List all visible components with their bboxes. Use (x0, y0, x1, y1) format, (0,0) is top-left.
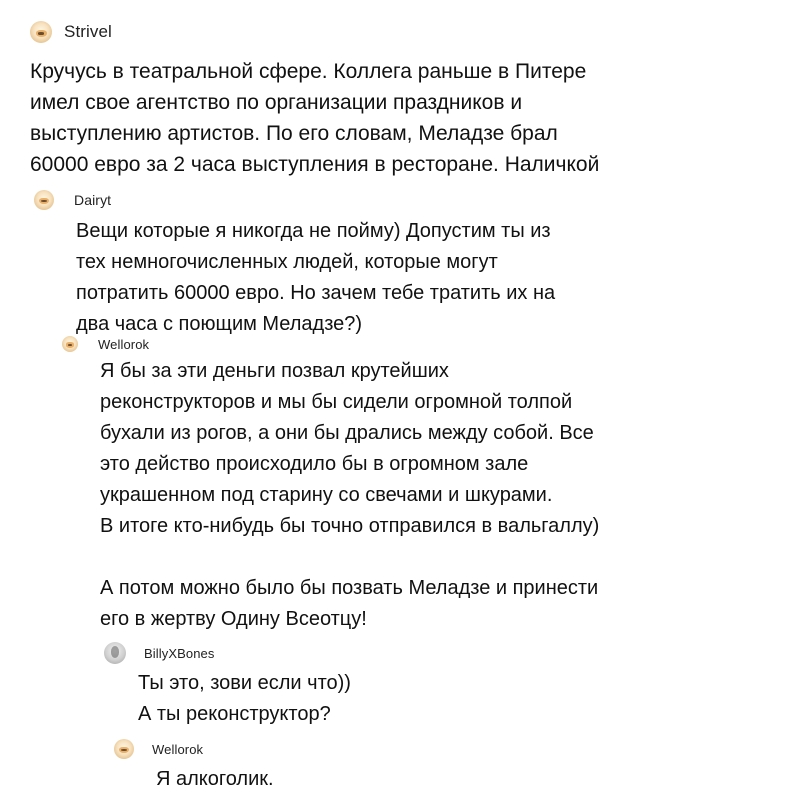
comment-header (104, 642, 351, 664)
username[interactable]: Wellorok (152, 741, 204, 757)
pig-avatar[interactable] (34, 190, 54, 210)
comment-line: А ты реконструктор? (138, 703, 331, 725)
username[interactable]: Wellorok (98, 336, 150, 352)
comment-billyxbones (104, 642, 351, 730)
mono-avatar[interactable] (104, 642, 126, 664)
comment-line: украшенном под старину со свечами и шкурами. (100, 484, 553, 506)
pig-avatar[interactable] (114, 739, 134, 759)
comment-line: Я бы за эти деньги позвал крутейших (100, 360, 449, 382)
comment-line: В итоге кто-нибудь бы точно отправился в вальгаллу) (100, 515, 600, 537)
username[interactable]: Dairyt (74, 192, 112, 208)
comment-line: Я алкоголик. (156, 768, 274, 790)
comment-line: выступлению артистов. По его словам, Меладзе брал (30, 122, 558, 145)
comment-body (100, 356, 599, 635)
comment-strivel (30, 20, 599, 180)
comment-body (76, 216, 555, 340)
comment-body (138, 668, 351, 730)
comment-header (62, 334, 599, 354)
comment-line: это действо происходило бы в огромном зале (100, 453, 529, 475)
comment-body (156, 764, 274, 795)
username[interactable]: BillyXBones (144, 645, 215, 661)
comment-line: Кручусь в театральной сфере. Коллега раньше в Питере (30, 60, 587, 83)
comment-line: потратить 60000 евро. Но зачем тебе тратить их на (76, 282, 556, 304)
comment-wellorok-reply (114, 738, 274, 795)
paragraph-gap (100, 542, 599, 573)
comment-line: тех немногочисленных людей, которые могут (76, 251, 498, 273)
comment-body (30, 56, 599, 180)
comment-dairyt (34, 188, 555, 340)
comment-line: его в жертву Одину Всеотцу! (100, 608, 367, 630)
comment-line: Вещи которые я никогда не пойму) Допустим ты из (76, 220, 551, 242)
comment-wellorok (62, 334, 599, 635)
pig-avatar[interactable] (30, 21, 52, 43)
comment-line: бухали из рогов, а они бы дрались между собой. Все (100, 422, 594, 444)
comment-line: реконструкторов и мы бы сидели огромной толпой (100, 391, 573, 413)
comment-line: два часа с поющим Меладзе?) (76, 313, 363, 335)
comment-line: 60000 евро за 2 часа выступления в ресторане. Наличкой (30, 153, 600, 176)
pig-avatar[interactable] (62, 336, 78, 352)
comment-line: имел свое агентство по организации праздников и (30, 91, 523, 114)
username[interactable]: Strivel (64, 22, 112, 41)
comment-header (30, 20, 599, 44)
comment-header (34, 188, 555, 212)
comment-header (114, 738, 274, 760)
comment-line: А потом можно было бы позвать Меладзе и принести (100, 577, 599, 599)
comment-line: Ты это, зови если что)) (138, 672, 351, 694)
